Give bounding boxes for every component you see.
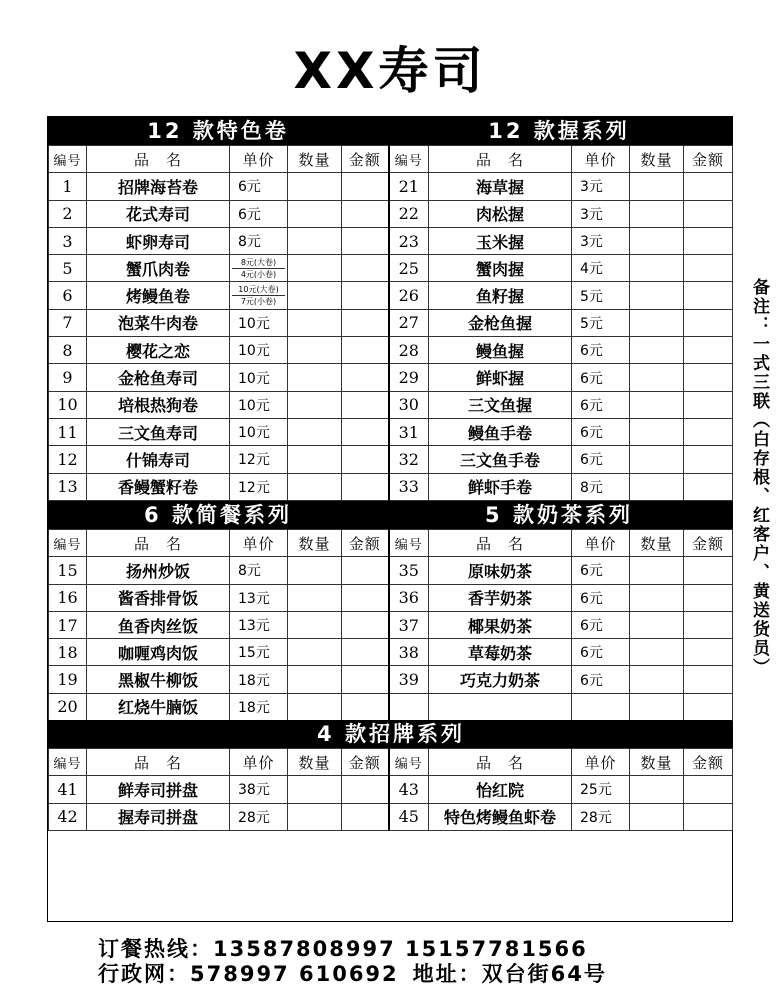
item-name: 扬州炒饭 [87,557,230,584]
item-price: 12元 [230,473,288,500]
item-price: 6元 [572,611,630,638]
amount-cell[interactable] [342,776,389,803]
header-no: 编号 [49,146,87,173]
section-band-2 [48,501,732,529]
item-name: 鳗鱼握 [429,337,572,364]
amount-cell[interactable] [684,557,733,584]
amount-cell[interactable] [684,639,733,666]
amount-cell[interactable] [684,584,733,611]
item-number: 39 [389,666,429,693]
item-name: 鲜虾手卷 [429,473,572,500]
item-price: 8元 [572,473,630,500]
header-price: 单价 [572,146,630,173]
quantity-cell[interactable] [288,776,342,803]
quantity-cell[interactable] [288,639,342,666]
item-name: 香鳗蟹籽卷 [87,473,230,500]
item-price: 6元 [572,639,630,666]
item-price: 25元 [572,776,630,803]
amount-cell[interactable] [684,666,733,693]
empty-cell [572,693,630,720]
amount-cell[interactable] [684,364,733,391]
table-row [49,693,733,720]
amount-cell[interactable] [684,391,733,418]
item-number: 21 [389,173,429,200]
amount-cell[interactable] [342,200,389,227]
header-no: 编号 [389,146,429,173]
amount-cell[interactable] [342,391,389,418]
item-price: 28元 [572,803,630,830]
item-price-large: 10元(大卷) [232,284,285,296]
quantity-cell[interactable] [288,584,342,611]
header-price: 单价 [230,146,288,173]
header-price: 单价 [230,749,288,776]
amount-cell[interactable] [342,557,389,584]
item-number: 31 [389,418,429,445]
item-price: 10元 [230,391,288,418]
item-name: 三文鱼手卷 [429,446,572,473]
item-name: 玉米握 [429,227,572,254]
quantity-cell[interactable] [630,611,684,638]
item-number: 15 [49,557,87,584]
section-band-3 [48,720,732,748]
item-name: 金枪鱼寿司 [87,364,230,391]
item-name: 蟹爪肉卷 [87,255,230,282]
quantity-cell[interactable] [288,666,342,693]
item-number: 20 [49,693,87,720]
item-name: 原味奶茶 [429,557,572,584]
menu-title: XX寿司 [293,42,487,100]
quantity-cell[interactable] [630,255,684,282]
item-name: 椰果奶茶 [429,611,572,638]
quantity-cell[interactable] [288,255,342,282]
item-price: 6元 [572,364,630,391]
amount-cell[interactable] [684,446,733,473]
item-name: 特色烤鳗鱼虾卷 [429,803,572,830]
amount-cell[interactable] [684,200,733,227]
item-price: 6元 [572,557,630,584]
header-amount: 金额 [342,749,389,776]
amount-cell[interactable] [342,364,389,391]
item-number: 22 [389,200,429,227]
item-name: 招牌海苔卷 [87,173,230,200]
header-no: 编号 [389,530,429,557]
quantity-cell[interactable] [630,200,684,227]
quantity-cell[interactable] [630,364,684,391]
item-name: 咖喱鸡肉饭 [87,639,230,666]
header-name: 品 名 [429,530,572,557]
item-name: 酱香排骨饭 [87,584,230,611]
section-title-milk-tea: 5 款奶茶系列 [485,503,633,527]
amount-cell[interactable] [684,803,733,830]
header-qty: 数量 [288,146,342,173]
quantity-cell[interactable] [630,803,684,830]
item-name: 三文鱼寿司 [87,418,230,445]
quantity-cell[interactable] [630,557,684,584]
section-title-meals: 6 款简餐系列 [144,503,292,527]
item-price: 15元 [230,639,288,666]
quantity-cell[interactable] [288,337,342,364]
header-qty: 数量 [630,530,684,557]
amount-cell[interactable] [684,418,733,445]
header-amount: 金额 [342,146,389,173]
header-amount: 金额 [684,146,733,173]
quantity-cell[interactable] [630,227,684,254]
quantity-cell[interactable] [288,309,342,336]
quantity-cell[interactable] [288,391,342,418]
item-price: 6元 [230,200,288,227]
table-row [49,446,733,473]
header-price: 单价 [572,749,630,776]
table-row [49,666,733,693]
header-amount: 金额 [342,530,389,557]
item-name: 黑椒牛柳饭 [87,666,230,693]
header-name: 品 名 [87,530,230,557]
header-no: 编号 [389,749,429,776]
table-header-row [49,530,733,557]
item-price: 6元 [230,173,288,200]
quantity-cell[interactable] [630,391,684,418]
item-name: 培根热狗卷 [87,391,230,418]
item-number: 1 [49,173,87,200]
table-row [49,803,733,830]
table-row [49,309,733,336]
item-price: 4元 [572,255,630,282]
office-label: 行政网： [98,962,190,986]
amount-cell[interactable] [342,639,389,666]
amount-cell[interactable] [342,446,389,473]
item-price: 6元 [572,446,630,473]
item-number: 25 [389,255,429,282]
item-name: 巧克力奶茶 [429,666,572,693]
item-price: 28元 [230,803,288,830]
hotline-numbers: 13587808997 15157781566 [213,937,588,961]
item-name: 烤鳗鱼卷 [87,282,230,309]
item-number: 12 [49,446,87,473]
item-price: 5元 [572,282,630,309]
order-sheet [47,116,733,922]
amount-cell[interactable] [342,227,389,254]
table-row [49,639,733,666]
table-header-row [49,749,733,776]
amount-cell[interactable] [342,693,389,720]
item-price: 6元 [572,666,630,693]
table-row [49,364,733,391]
amount-cell[interactable] [342,173,389,200]
item-number: 26 [389,282,429,309]
quantity-cell[interactable] [630,418,684,445]
item-name: 金枪鱼握 [429,309,572,336]
quantity-cell[interactable] [288,473,342,500]
item-number: 18 [49,639,87,666]
quantity-cell[interactable] [630,666,684,693]
quantity-cell[interactable] [288,282,342,309]
item-number: 11 [49,418,87,445]
office-numbers: 578997 610692 [190,962,399,986]
item-price: 3元 [572,173,630,200]
item-name: 怡红院 [429,776,572,803]
quantity-cell[interactable] [288,693,342,720]
item-price: 8元 [230,227,288,254]
table-row [49,282,733,309]
item-number: 13 [49,473,87,500]
item-price: 10元 [230,364,288,391]
item-name: 海草握 [429,173,572,200]
item-price-dual [230,255,288,282]
amount-cell[interactable] [684,227,733,254]
empty-cell [429,693,572,720]
item-price: 18元 [230,666,288,693]
quantity-cell[interactable] [288,227,342,254]
header-name: 品 名 [429,749,572,776]
header-amount: 金额 [684,749,733,776]
quantity-cell[interactable] [288,200,342,227]
item-number: 19 [49,666,87,693]
item-price: 6元 [572,584,630,611]
item-price: 12元 [230,446,288,473]
item-price-small: 7元(小卷) [240,297,277,307]
item-number: 8 [49,337,87,364]
amount-cell[interactable] [342,666,389,693]
item-number: 41 [49,776,87,803]
section-title-nigiri: 12 款握系列 [488,119,630,143]
item-price: 10元 [230,309,288,336]
header-qty: 数量 [288,749,342,776]
header-name: 品 名 [429,146,572,173]
quantity-cell[interactable] [288,418,342,445]
item-price: 38元 [230,776,288,803]
table-header-row [49,146,733,173]
header-qty: 数量 [630,749,684,776]
item-price-large: 8元(大卷) [232,257,285,269]
table-row [49,200,733,227]
quantity-cell[interactable] [288,803,342,830]
hotline-label: 订餐热线： [98,937,213,961]
item-number: 32 [389,446,429,473]
header-qty: 数量 [630,146,684,173]
item-number: 27 [389,309,429,336]
section-title-special-rolls: 12 款特色卷 [147,119,289,143]
quantity-cell[interactable] [288,364,342,391]
item-number: 42 [49,803,87,830]
item-number: 6 [49,282,87,309]
quantity-cell[interactable] [288,611,342,638]
item-name: 鱼籽握 [429,282,572,309]
item-price: 13元 [230,611,288,638]
item-name: 花式寿司 [87,200,230,227]
amount-cell[interactable] [342,418,389,445]
table-row [49,776,733,803]
header-amount: 金额 [684,530,733,557]
menu-table-special-nigiri [48,145,733,501]
item-name: 草莓奶茶 [429,639,572,666]
quantity-cell[interactable] [630,282,684,309]
amount-cell[interactable] [342,803,389,830]
item-number: 43 [389,776,429,803]
item-number: 10 [49,391,87,418]
quantity-cell[interactable] [288,446,342,473]
table-row [49,611,733,638]
amount-cell[interactable] [342,309,389,336]
table-row [49,337,733,364]
item-price: 5元 [572,309,630,336]
item-price: 8元 [230,557,288,584]
amount-cell[interactable] [684,611,733,638]
item-name: 蟹肉握 [429,255,572,282]
quantity-cell[interactable] [630,584,684,611]
item-price: 18元 [230,693,288,720]
header-qty: 数量 [288,530,342,557]
item-name: 泡菜牛肉卷 [87,309,230,336]
header-no: 编号 [49,530,87,557]
item-number: 45 [389,803,429,830]
menu-table-signature [48,748,733,831]
quantity-cell[interactable] [630,776,684,803]
item-number: 33 [389,473,429,500]
amount-cell[interactable] [342,282,389,309]
menu-table-meals-milk-tea [48,529,733,721]
header-name: 品 名 [87,749,230,776]
item-name: 什锦寿司 [87,446,230,473]
item-price: 6元 [572,391,630,418]
quantity-cell[interactable] [630,693,684,720]
empty-cell [389,693,429,720]
item-number: 5 [49,255,87,282]
amount-cell[interactable] [342,611,389,638]
section-title-signature: 4 款招牌系列 [317,722,465,746]
amount-cell[interactable] [684,309,733,336]
table-row [49,227,733,254]
footer-office-address [98,958,621,988]
amount-cell[interactable] [342,255,389,282]
amount-cell[interactable] [342,473,389,500]
quantity-cell[interactable] [630,639,684,666]
table-row [49,255,733,282]
item-number: 7 [49,309,87,336]
item-number: 16 [49,584,87,611]
quantity-cell[interactable] [630,309,684,336]
item-number: 38 [389,639,429,666]
header-price: 单价 [572,530,630,557]
amount-cell[interactable] [342,337,389,364]
quantity-cell[interactable] [288,173,342,200]
item-price: 13元 [230,584,288,611]
item-name: 香芋奶茶 [429,584,572,611]
item-number: 29 [389,364,429,391]
item-number: 30 [389,391,429,418]
item-name: 握寿司拼盘 [87,803,230,830]
item-number: 36 [389,584,429,611]
item-name: 鱼香肉丝饭 [87,611,230,638]
item-price: 3元 [572,200,630,227]
header-price: 单价 [230,530,288,557]
item-number: 17 [49,611,87,638]
table-row [49,418,733,445]
amount-cell[interactable] [684,173,733,200]
item-number: 35 [389,557,429,584]
quantity-cell[interactable] [630,337,684,364]
quantity-cell[interactable] [630,473,684,500]
item-number: 9 [49,364,87,391]
amount-cell[interactable] [684,473,733,500]
item-number: 37 [389,611,429,638]
item-name: 樱花之恋 [87,337,230,364]
item-price: 6元 [572,337,630,364]
item-name: 肉松握 [429,200,572,227]
item-price: 10元 [230,337,288,364]
item-price: 3元 [572,227,630,254]
amount-cell[interactable] [684,693,733,720]
header-name: 品 名 [87,146,230,173]
quantity-cell[interactable] [288,557,342,584]
amount-cell[interactable] [684,255,733,282]
address-value: 双台街64号 [481,962,607,986]
item-name: 虾卵寿司 [87,227,230,254]
header-no: 编号 [49,749,87,776]
item-name: 鳗鱼手卷 [429,418,572,445]
section-band-1 [48,117,732,145]
quantity-cell[interactable] [630,173,684,200]
table-row [49,473,733,500]
item-number: 23 [389,227,429,254]
item-name: 红烧牛腩饭 [87,693,230,720]
table-row [49,584,733,611]
address-label: 地址： [412,962,482,986]
item-price: 10元 [230,418,288,445]
quantity-cell[interactable] [630,446,684,473]
item-name: 鲜虾握 [429,364,572,391]
remark-note: 备注：一式三联（白存根、红客户、黄送货员） [749,278,769,677]
item-name: 三文鱼握 [429,391,572,418]
item-name: 鲜寿司拼盘 [87,776,230,803]
table-row [49,557,733,584]
amount-cell[interactable] [684,337,733,364]
table-row [49,173,733,200]
item-price: 6元 [572,418,630,445]
amount-cell[interactable] [684,282,733,309]
amount-cell[interactable] [342,584,389,611]
item-number: 28 [389,337,429,364]
table-row [49,391,733,418]
item-number: 2 [49,200,87,227]
item-number: 3 [49,227,87,254]
item-price-dual [230,282,288,309]
item-price-small: 4元(小卷) [240,269,277,279]
amount-cell[interactable] [684,776,733,803]
